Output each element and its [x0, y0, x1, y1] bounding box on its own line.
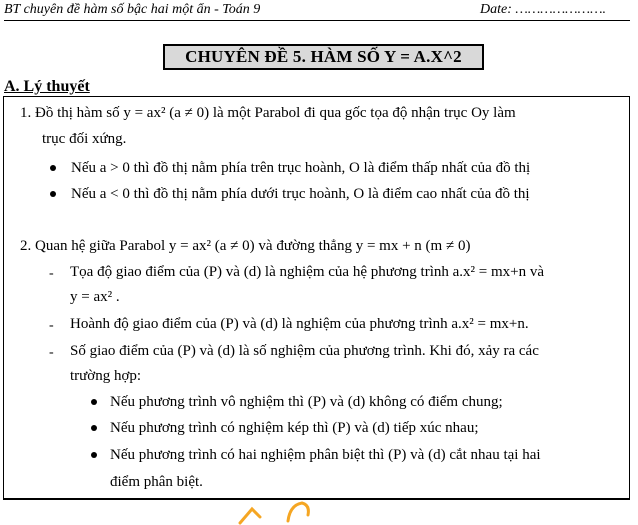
item1-bullet-2: Nếu a < 0 thì đồ thị nằm phía dưới trục hoành, O là điểm cao nhất của đồ thị [71, 186, 530, 202]
dash-icon: - [49, 266, 54, 281]
bullet-icon [50, 165, 56, 171]
bullet-icon [91, 399, 97, 405]
watermark-logo [230, 495, 330, 525]
header-date: Date: …………………. [480, 2, 607, 17]
item2-dash3-line1: Số giao điểm của (P) và (d) là số nghiệm của phương trình. Khi đó, xảy ra các [70, 343, 539, 359]
section-heading: A. Lý thuyết [4, 78, 90, 95]
bullet-icon [50, 191, 56, 197]
item2-dash1-line2: y = ax² . [70, 289, 120, 305]
topic-title: CHUYÊN ĐỀ 5. HÀM SỐ Y = A.X^2 [163, 44, 484, 70]
bullet-icon [91, 425, 97, 431]
item1-bullet-1: Nếu a > 0 thì đồ thị nằm phía trên trục hoành, O là điểm thấp nhất của đồ thị [71, 160, 531, 176]
item2-bullet-3: Nếu phương trình có hai nghiệm phân biệt thì (P) và (d) cắt nhau tại hai [110, 447, 541, 463]
dash-icon: - [49, 318, 54, 333]
item2-dash1-line1: Tọa độ giao điểm của (P) và (d) là nghiệm của hệ phương trình a.x² = mx+n và [70, 264, 545, 280]
item2-dash3-line2: trường hợp: [70, 368, 142, 384]
item2-bullet-2: Nếu phương trình có nghiệm kép thì (P) và (d) tiếp xúc nhau; [110, 420, 479, 436]
item2-last-line: điểm phân biệt. [110, 474, 203, 490]
header-title: BT chuyên đề hàm số bậc hai một ẩn - Toán 9 [4, 2, 261, 17]
item2-dash2: Hoành độ giao điểm của (P) và (d) là nghiệm của phương trình a.x² = mx+n. [70, 316, 529, 332]
item1-line1: 1. Đồ thị hàm số y = ax² (a ≠ 0) là một Parabol đi qua gốc tọa độ nhận trục Oy làm [20, 105, 516, 121]
dash-icon: - [49, 345, 54, 360]
page-header [4, 0, 630, 21]
item2-line1: 2. Quan hệ giữa Parabol y = ax² (a ≠ 0) và đường thẳng y = mx + n (m ≠ 0) [20, 238, 471, 254]
bullet-icon [91, 452, 97, 458]
item1-line2: trục đối xứng. [42, 131, 127, 147]
item2-bullet-1: Nếu phương trình vô nghiệm thì (P) và (d) không có điểm chung; [110, 394, 503, 410]
